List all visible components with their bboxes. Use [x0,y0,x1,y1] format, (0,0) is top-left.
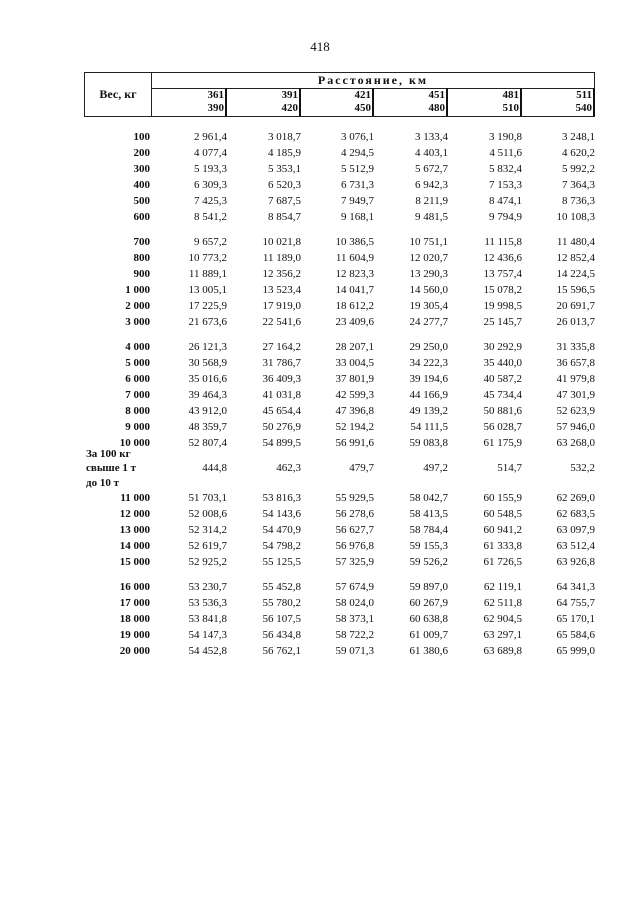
tariff-cell: 52 314,2 [188,524,227,536]
tariff-cell: 444,8 [202,462,227,474]
tariff-cell: 59 083,8 [409,437,448,449]
tariff-cell: 47 396,8 [335,405,374,417]
distance-range-header [373,88,448,117]
distance-range-to: 510 [502,102,519,114]
tariff-cell: 60 941,2 [483,524,522,536]
table-row [0,268,640,283]
distance-range-from: 421 [354,89,371,101]
table-row [0,524,640,539]
tariff-cell: 497,2 [423,462,448,474]
weight-cell: 20 000 [119,645,150,657]
tariff-cell: 39 464,3 [188,389,227,401]
tariff-cell: 31 786,7 [262,357,301,369]
distance-range-to: 540 [575,102,592,114]
tariff-cell: 62 269,0 [556,492,595,504]
tariff-cell: 61 009,7 [409,629,448,641]
tariff-cell: 2 961,4 [194,131,227,143]
tariff-cell: 10 108,3 [556,211,595,223]
tariff-cell: 63 512,4 [556,540,595,552]
tariff-cell: 50 276,9 [262,421,301,433]
tariff-cell: 12 436,6 [483,252,522,264]
tariff-cell: 4 511,6 [489,147,522,159]
table-row [0,300,640,315]
table-row [0,508,640,523]
tariff-cell: 18 612,2 [335,300,374,312]
tariff-cell: 35 440,0 [483,357,522,369]
table-row [0,163,640,178]
distance-range-header [226,88,301,117]
table-row [0,597,640,612]
tariff-cell: 65 170,1 [556,613,595,625]
tariff-cell: 61 726,5 [483,556,522,568]
tariff-cell: 26 121,3 [188,341,227,353]
tariff-cell: 8 211,9 [415,195,448,207]
table-row [0,284,640,299]
tariff-cell: 54 111,5 [410,421,448,433]
table-row [0,341,640,356]
table-row [0,492,640,507]
tariff-cell: 56 627,7 [335,524,374,536]
table-row [0,316,640,331]
tariff-cell: 58 373,1 [335,613,374,625]
tariff-cell: 53 816,3 [262,492,301,504]
distance-range-header [520,88,595,117]
tariff-cell: 60 638,8 [409,613,448,625]
tariff-cell: 30 292,9 [483,341,522,353]
tariff-cell: 3 190,8 [489,131,522,143]
table-row [0,373,640,388]
tariff-cell: 9 168,1 [341,211,374,223]
tariff-cell: 21 673,6 [188,316,227,328]
table-row [0,581,640,596]
weight-cell: 200 [133,147,150,159]
tariff-cell: 52 807,4 [188,437,227,449]
table-row [0,389,640,404]
table-row [0,211,640,226]
tariff-cell: 52 623,9 [556,405,595,417]
tariff-cell: 5 992,2 [562,163,595,175]
tariff-cell: 62 119,1 [483,581,522,593]
tariff-cell: 51 703,1 [188,492,227,504]
tariff-cell: 532,2 [570,462,595,474]
tariff-cell: 12 020,7 [409,252,448,264]
tariff-cell: 6 520,3 [268,179,301,191]
tariff-cell: 20 691,7 [556,300,595,312]
tariff-cell: 5 832,4 [489,163,522,175]
tariff-cell: 40 587,2 [483,373,522,385]
tariff-cell: 10 021,8 [262,236,301,248]
tariff-cell: 4 403,1 [415,147,448,159]
tariff-cell: 62 904,5 [483,613,522,625]
tariff-cell: 17 919,0 [262,300,301,312]
distance-range-to: 420 [281,102,298,114]
tariff-cell: 43 912,0 [188,405,227,417]
weight-cell: 700 [133,236,150,248]
weight-cell: 18 000 [119,613,150,625]
tariff-cell: 6 731,3 [341,179,374,191]
weight-cell: 1 000 [125,284,150,296]
tariff-cell: 54 470,9 [262,524,301,536]
distance-range-from: 481 [502,89,519,101]
tariff-cell: 13 290,3 [409,268,448,280]
table-row [0,195,640,210]
tariff-cell: 5 353,1 [268,163,301,175]
distance-range-from: 361 [207,89,224,101]
weight-cell: 6 000 [125,373,150,385]
tariff-cell: 61 175,9 [483,437,522,449]
tariff-cell: 4 620,2 [562,147,595,159]
tariff-cell: 462,3 [276,462,301,474]
distance-header: Расстояние, км [151,72,595,89]
weight-cell: 19 000 [119,629,150,641]
tariff-cell: 52 008,6 [188,508,227,520]
weight-cell: 16 000 [119,581,150,593]
weight-cell: 5 000 [125,357,150,369]
tariff-cell: 23 409,6 [335,316,374,328]
table-row [0,613,640,628]
tariff-cell: 11 115,8 [484,236,522,248]
tariff-cell: 39 194,6 [409,373,448,385]
tariff-cell: 52 619,7 [188,540,227,552]
tariff-cell: 9 794,9 [489,211,522,223]
table-row [0,556,640,571]
tariff-cell: 9 481,5 [415,211,448,223]
tariff-cell: 48 359,7 [188,421,227,433]
distance-range-header [152,88,227,117]
tariff-cell: 63 297,1 [483,629,522,641]
weight-cell: 400 [133,179,150,191]
tariff-cell: 3 076,1 [341,131,374,143]
tariff-cell: 35 016,6 [188,373,227,385]
weight-cell: 500 [133,195,150,207]
tariff-cell: 62 511,8 [483,597,522,609]
weight-cell: 9 000 [125,421,150,433]
tariff-cell: 55 780,2 [262,597,301,609]
weight-cell: 800 [133,252,150,264]
tariff-cell: 54 147,3 [188,629,227,641]
tariff-cell: 65 584,6 [556,629,595,641]
tariff-cell: 4 077,4 [194,147,227,159]
table-row [0,540,640,555]
tariff-cell: 12 852,4 [556,252,595,264]
distance-range-header [299,88,374,117]
tariff-cell: 19 998,5 [483,300,522,312]
table-row [0,421,640,436]
tariff-cell: 52 194,2 [335,421,374,433]
tariff-cell: 10 751,1 [409,236,448,248]
distance-range-from: 391 [281,89,298,101]
distance-range-from: 451 [428,89,445,101]
table-row [0,179,640,194]
tariff-cell: 42 599,3 [335,389,374,401]
table-row [0,236,640,251]
weight-cell: 17 000 [119,597,150,609]
tariff-cell: 58 024,0 [335,597,374,609]
tariff-cell: 24 277,7 [409,316,448,328]
tariff-cell: 13 757,4 [483,268,522,280]
tariff-cell: 56 762,1 [262,645,301,657]
tariff-cell: 11 889,1 [188,268,227,280]
tariff-cell: 31 335,8 [556,341,595,353]
tariff-cell: 56 278,6 [335,508,374,520]
tariff-cell: 36 657,8 [556,357,595,369]
tariff-cell: 29 250,0 [409,341,448,353]
tariff-cell: 5 193,3 [194,163,227,175]
tariff-cell: 58 413,5 [409,508,448,520]
tariff-cell: 6 309,3 [194,179,227,191]
distance-range-to: 480 [428,102,445,114]
tariff-cell: 3 018,7 [268,131,301,143]
tariff-cell: 54 899,5 [262,437,301,449]
tariff-cell: 59 071,3 [335,645,374,657]
tariff-cell: 7 949,7 [341,195,374,207]
weight-cell: 7 000 [125,389,150,401]
tariff-cell: 4 294,5 [341,147,374,159]
weight-cell: 12 000 [119,508,150,520]
tariff-cell: 44 166,9 [409,389,448,401]
tariff-cell: 34 222,3 [409,357,448,369]
tariff-cell: 8 736,3 [562,195,595,207]
tariff-cell: 63 689,8 [483,645,522,657]
tariff-cell: 47 301,9 [556,389,595,401]
tariff-cell: 14 224,5 [556,268,595,280]
tariff-cell: 10 773,2 [188,252,227,264]
tariff-cell: 60 548,5 [483,508,522,520]
tariff-cell: 37 801,9 [335,373,374,385]
tariff-cell: 56 028,7 [483,421,522,433]
tariff-cell: 33 004,5 [335,357,374,369]
tariff-cell: 55 125,5 [262,556,301,568]
tariff-cell: 10 386,5 [335,236,374,248]
tariff-cell: 59 526,2 [409,556,448,568]
tariff-cell: 27 164,2 [262,341,301,353]
tariff-cell: 57 946,0 [556,421,595,433]
tariff-cell: 19 305,4 [409,300,448,312]
tariff-cell: 5 512,9 [341,163,374,175]
tariff-cell: 41 979,8 [556,373,595,385]
tariff-cell: 7 364,3 [562,179,595,191]
tariff-cell: 9 657,2 [194,236,227,248]
tariff-cell: 14 041,7 [335,284,374,296]
tariff-cell: 52 925,2 [188,556,227,568]
tariff-cell: 13 523,4 [262,284,301,296]
table-row [0,147,640,162]
weight-cell: 15 000 [119,556,150,568]
tariff-cell: 45 654,4 [262,405,301,417]
weight-cell: 600 [133,211,150,223]
page-number: 418 [310,39,330,54]
tariff-cell: 7 153,3 [489,179,522,191]
tariff-cell: 56 107,5 [262,613,301,625]
tariff-cell: 53 230,7 [188,581,227,593]
tariff-cell: 56 434,8 [262,629,301,641]
table-row [0,645,640,660]
distance-range-header [447,88,522,117]
tariff-cell: 60 155,9 [483,492,522,504]
tariff-cell: 22 541,6 [262,316,301,328]
tariff-cell: 58 784,4 [409,524,448,536]
tariff-cell: 3 133,4 [415,131,448,143]
tariff-cell: 65 999,0 [556,645,595,657]
weight-cell: 14 000 [119,540,150,552]
tariff-cell: 53 536,3 [188,597,227,609]
weight-cell: 11 000 [120,492,150,504]
table-row [0,252,640,267]
tariff-cell: 28 207,1 [335,341,374,353]
weight-cell: 2 000 [125,300,150,312]
tariff-cell: 30 568,9 [188,357,227,369]
weight-cell: 3 000 [125,316,150,328]
distance-range-from: 511 [576,89,592,101]
tariff-cell: 479,7 [349,462,374,474]
distance-range-to: 450 [354,102,371,114]
tariff-cell: 26 013,7 [556,316,595,328]
weight-cell: 4 000 [125,341,150,353]
tariff-cell: 7 425,3 [194,195,227,207]
tariff-cell: 62 683,5 [556,508,595,520]
table-row [0,357,640,372]
weight-cell: 100 [133,131,150,143]
tariff-cell: 8 854,7 [268,211,301,223]
table-row [0,131,640,146]
tariff-cell: 58 042,7 [409,492,448,504]
table-row [0,405,640,420]
table-row [0,629,640,644]
tariff-cell: 50 881,6 [483,405,522,417]
tariff-cell: 60 267,9 [409,597,448,609]
weight-cell: 13 000 [119,524,150,536]
tariff-cell: 61 380,6 [409,645,448,657]
weight-cell: 8 000 [125,405,150,417]
tariff-cell: 55 929,5 [335,492,374,504]
tariff-cell: 514,7 [497,462,522,474]
tariff-cell: 25 145,7 [483,316,522,328]
weight-column-header: Вес, кг [84,72,152,117]
tariff-cell: 58 722,2 [335,629,374,641]
tariff-cell: 11 480,4 [556,236,595,248]
tariff-cell: 15 078,2 [483,284,522,296]
tariff-cell: 54 143,6 [262,508,301,520]
tariff-cell: 63 268,0 [556,437,595,449]
special-weight-label: свыше 1 т [86,462,136,474]
tariff-cell: 63 097,9 [556,524,595,536]
distance-range-to: 390 [207,102,224,114]
tariff-cell: 56 976,8 [335,540,374,552]
tariff-cell: 13 005,1 [188,284,227,296]
tariff-cell: 12 823,3 [335,268,374,280]
special-weight-label: до 10 т [86,477,119,489]
tariff-cell: 54 798,2 [262,540,301,552]
tariff-cell: 54 452,8 [188,645,227,657]
weight-cell: 300 [133,163,150,175]
tariff-cell: 53 841,8 [188,613,227,625]
tariff-cell: 55 452,8 [262,581,301,593]
tariff-cell: 49 139,2 [409,405,448,417]
tariff-cell: 64 755,7 [556,597,595,609]
tariff-cell: 17 225,9 [188,300,227,312]
tariff-cell: 41 031,8 [262,389,301,401]
tariff-cell: 56 991,6 [335,437,374,449]
tariff-cell: 4 185,9 [268,147,301,159]
tariff-cell: 15 596,5 [556,284,595,296]
tariff-cell: 61 333,8 [483,540,522,552]
tariff-cell: 14 560,0 [409,284,448,296]
tariff-cell: 64 341,3 [556,581,595,593]
weight-cell: 10 000 [119,437,150,449]
tariff-cell: 57 674,9 [335,581,374,593]
tariff-cell: 5 672,7 [415,163,448,175]
tariff-cell: 63 926,8 [556,556,595,568]
tariff-cell: 11 604,9 [335,252,374,264]
tariff-cell: 36 409,3 [262,373,301,385]
tariff-cell: 7 687,5 [268,195,301,207]
tariff-cell: 45 734,4 [483,389,522,401]
tariff-cell: 8 541,2 [194,211,227,223]
tariff-cell: 6 942,3 [415,179,448,191]
tariff-cell: 12 356,2 [262,268,301,280]
tariff-cell: 59 155,3 [409,540,448,552]
tariff-cell: 3 248,1 [562,131,595,143]
tariff-cell: 11 189,0 [262,252,301,264]
tariff-cell: 57 325,9 [335,556,374,568]
tariff-cell: 59 897,0 [409,581,448,593]
tariff-cell: 8 474,1 [489,195,522,207]
special-weight-label: За 100 кг [86,448,131,460]
header-divider [84,116,595,117]
weight-cell: 900 [133,268,150,280]
